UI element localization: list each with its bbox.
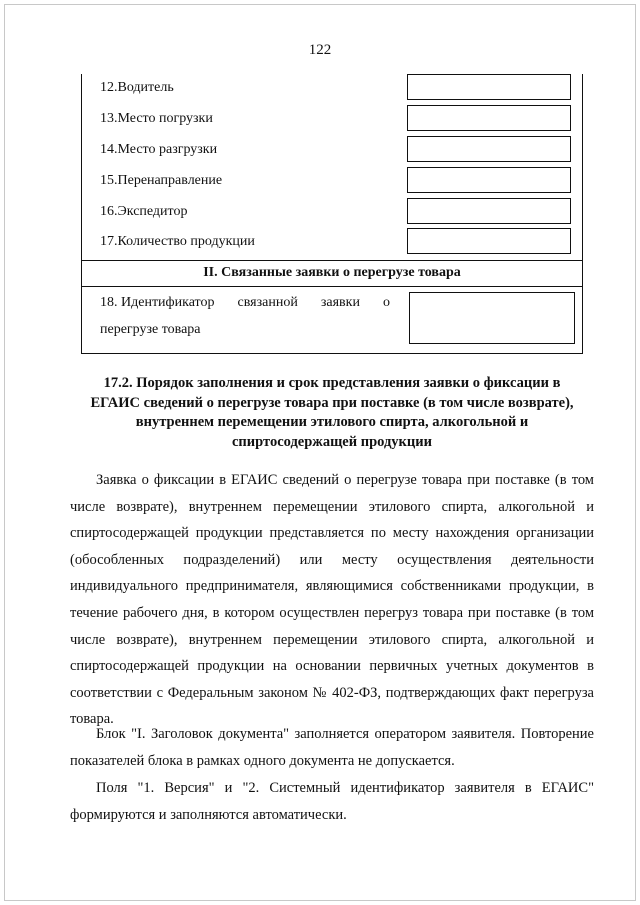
row-label-unloading-place: 14.Место разгрузки — [100, 142, 218, 157]
section-heading — [70, 374, 594, 452]
row18-word: 18. Идентификатор — [100, 295, 215, 310]
heading-line: 17.2. Порядок заполнения и срок представления заявки о фиксации в — [103, 375, 561, 391]
row-label-driver: 12.Водитель — [100, 80, 174, 95]
row18-word: о — [383, 295, 390, 310]
unloading-place-field[interactable] — [407, 136, 571, 162]
loading-place-field[interactable] — [407, 105, 571, 131]
row18-label-line2: перегрузе товара — [100, 322, 201, 337]
paragraph: Заявка о фиксации в ЕГАИС сведений о перегрузе товара при поставке (в том числе возврате), внутреннем перемещении этилового спирта, алкогольной и спиртосодержащей продукции представляется по месту нахождения организации (обособленных подразделений) или месту осуществления деятельности индивидуального предпринимателя, являющимися собственниками продукции, в течение рабочего дня, в котором осуществлен перегруз товара при поставке (в том числе возврате), внутреннем перемещении этилового спирта, алкогольной и спиртосодержащей продукции на основании первичных учетных документов в соответствии с Федеральным законом № 402-ФЗ, подтверждающих факт перегруза товара. — [70, 472, 594, 728]
paragraph: Блок "I. Заголовок документа" заполняется оператором заявителя. Повторение показателей блока в рамках одного документа не допускается. — [70, 726, 594, 769]
heading-line: ЕГАИС сведений о перегрузе товара при поставке (в том числе возврате), — [90, 394, 574, 411]
forwarder-field[interactable] — [407, 198, 571, 224]
row-label-quantity: 17.Количество продукции — [100, 234, 255, 249]
row-label-redirection: 15.Перенаправление — [100, 173, 223, 188]
redirection-field[interactable] — [407, 167, 571, 193]
linked-request-id-field[interactable] — [409, 292, 575, 344]
form-table — [81, 74, 583, 354]
heading-line: внутреннем перемещении этилового спирта, алкогольной и — [135, 414, 529, 430]
row-label-linked-request — [100, 295, 390, 311]
driver-field[interactable] — [407, 74, 571, 100]
paragraph: Поля "1. Версия" и "2. Системный идентификатор заявителя в ЕГАИС" формируются и заполняются автоматически. — [70, 780, 594, 823]
quantity-field[interactable] — [407, 228, 571, 254]
row18-word: связанной — [237, 295, 298, 310]
row18-word: заявки — [320, 295, 360, 310]
heading-line: спиртосодержащей продукции — [232, 433, 432, 450]
row-label-loading-place: 13.Место погрузки — [100, 111, 213, 126]
page-number: 122 — [308, 42, 332, 58]
row-label-forwarder: 16.Экспедитор — [100, 204, 188, 219]
section-header: II. Связанные заявки о перегрузе товара — [82, 260, 582, 287]
